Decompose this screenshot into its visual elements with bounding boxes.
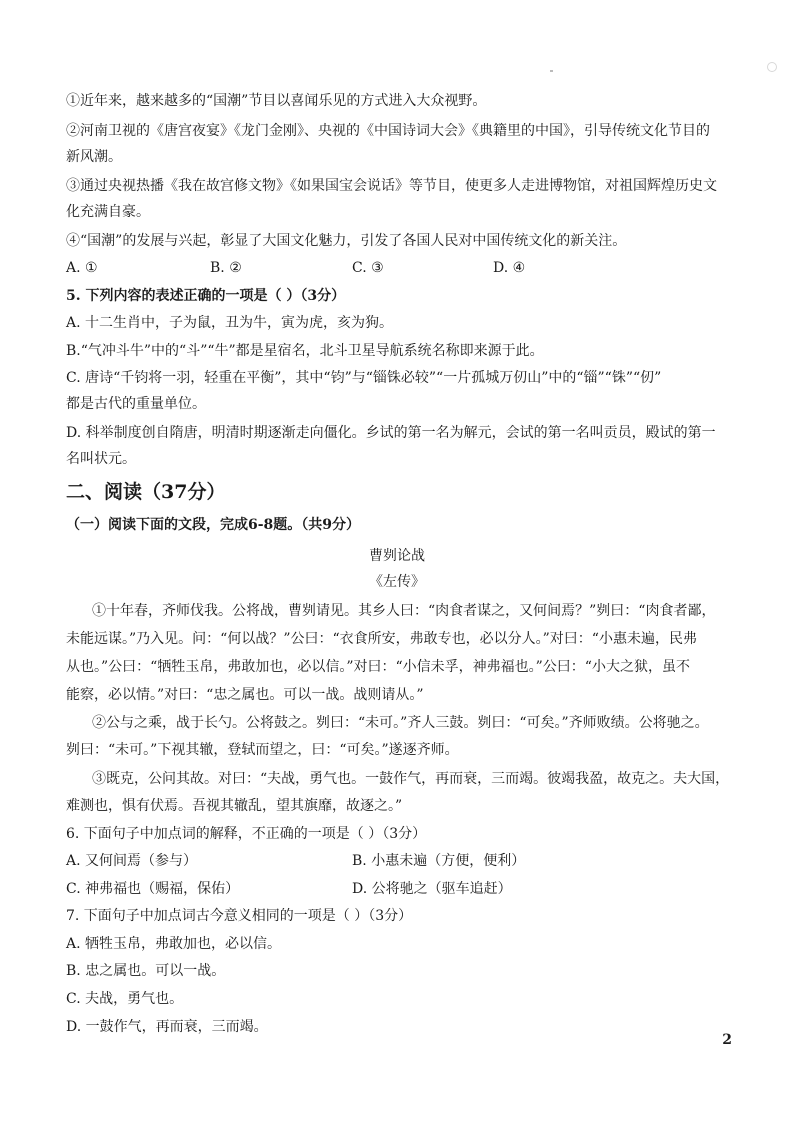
q4-option-c: C. ③	[352, 260, 384, 276]
q7-option-b: B. 忠之属也。可以一战。	[66, 963, 226, 979]
q7-stem: 7. 下面句子中加点词古今意义相同的一项是（ ）（3分）	[66, 908, 413, 924]
list-item-3: ③通过央视热播《我在故宫修文物》《如果国宝会说话》等节目，使更多人走进博物馆，对祖国辉煌历史文	[66, 178, 717, 194]
passage-p2: ②公与之乘，战于长勺。公将鼓之。刿曰：“未可。”齐人三鼓。刿曰：“可矣。”齐师败绩。公将驰之。	[92, 715, 709, 731]
q5-option-a: A. 十二生肖中，子为鼠，丑为牛，寅为虎，亥为狗。	[66, 315, 394, 331]
page-number: 2	[722, 1032, 732, 1048]
passage-p2-line2: 刿曰：“未可。”下视其辙，登轼而望之，曰：“可矣。”遂逐齐师。	[66, 742, 459, 758]
q4-option-d: D. ④	[493, 260, 526, 276]
q5-option-c: C. 唐诗“千钧将一羽，轻重在平衡”，其中“钧”与“锱铢必较”“一片孤城万仞山”中的“锱”“铢”“仞”	[66, 370, 662, 386]
sub-heading: （一）阅读下面的文段，完成6-8题。（共9分）	[66, 517, 361, 533]
q5-option-d: D. 科举制度创自隋唐，明清时期逐渐走向僵化。乡试的第一名为解元，会试的第一名叫贡员，殿试的第一	[66, 425, 716, 441]
passage-p3-line2: 难测也，惧有伏焉。吾视其辙乱，望其旗靡，故逐之。”	[66, 798, 403, 814]
q6-option-d: D. 公将驰之（驱车追赶）	[352, 881, 512, 897]
q6-stem: 6. 下面句子中加点词的解释，不正确的一项是（ ）（3分）	[66, 826, 427, 842]
list-item-2-cont: 新风潮。	[66, 149, 122, 165]
q7-option-c: C. 夫战，勇气也。	[66, 991, 184, 1007]
q5-option-b: B.“气冲斗牛”中的“斗”“牛”都是星宿名，北斗卫星导航系统名称即来源于此。	[66, 343, 544, 359]
scan-speck	[550, 70, 553, 72]
passage-p1-line4: 能察，必以情。”对曰：“忠之属也。可以一战。战则请从。”	[66, 687, 424, 703]
q5-option-d-cont: 名叫状元。	[66, 451, 136, 467]
q7-option-a: A. 牺牲玉帛，弗敢加也，必以信。	[66, 936, 282, 952]
passage-p1-line3: 从也。”公曰：“牺牲玉帛，弗敢加也，必以信。”对曰：“小信未孚，神弗福也。”公曰：“小大之狱，虽不	[66, 659, 690, 675]
passage-p3: ③既克，公问其故。对曰：“夫战，勇气也。一鼓作气，再而衰，三而竭。彼竭我盈，故克之。夫大国，	[92, 771, 730, 787]
scan-speck	[767, 62, 777, 72]
list-item-4: ④“国潮”的发展与兴起，彰显了大国文化魅力，引发了各国人民对中国传统文化的新关注。	[66, 233, 627, 249]
q6-option-b: B. 小惠未遍（方便，便利）	[352, 853, 526, 869]
q6-option-c: C. 神弗福也（赐福，保佑）	[66, 881, 240, 897]
q4-option-b: B. ②	[210, 260, 242, 276]
q7-option-d: D. 一鼓作气，再而衰，三而竭。	[66, 1019, 268, 1035]
passage-p1-line2: 未能远谋。”乃入见。问：“何以战？”公曰：“衣食所安，弗敢专也，必以分人。”对曰：“小惠未遍，民弗	[66, 631, 697, 647]
list-item-1: ①近年来，越来越多的“国潮”节目以喜闻乐见的方式进入大众视野。	[66, 93, 487, 109]
q5-option-c-cont: 都是古代的重量单位。	[66, 396, 206, 412]
list-item-2: ②河南卫视的《唐宫夜宴》《龙门金刚》、央视的《中国诗词大会》《典籍里的中国》，引导传统文化节目的	[66, 123, 710, 139]
q6-option-a: A. 又何间焉（参与）	[66, 853, 198, 869]
q4-option-a: A. ①	[66, 260, 98, 276]
passage-source: 《左传》	[369, 574, 425, 590]
passage-title: 曹刿论战	[369, 548, 425, 564]
passage-p1: ①十年春，齐师伐我。公将战，曹刿请见。其乡人曰：“肉食者谋之，又何间焉？”刿曰：“肉食者鄙，	[92, 603, 716, 619]
list-item-3-cont: 化充满自豪。	[66, 204, 150, 220]
q5-stem: 5. 下列内容的表述正确的一项是（ ）（3分）	[66, 288, 346, 304]
section-heading: 二、阅读（37分）	[66, 481, 226, 503]
